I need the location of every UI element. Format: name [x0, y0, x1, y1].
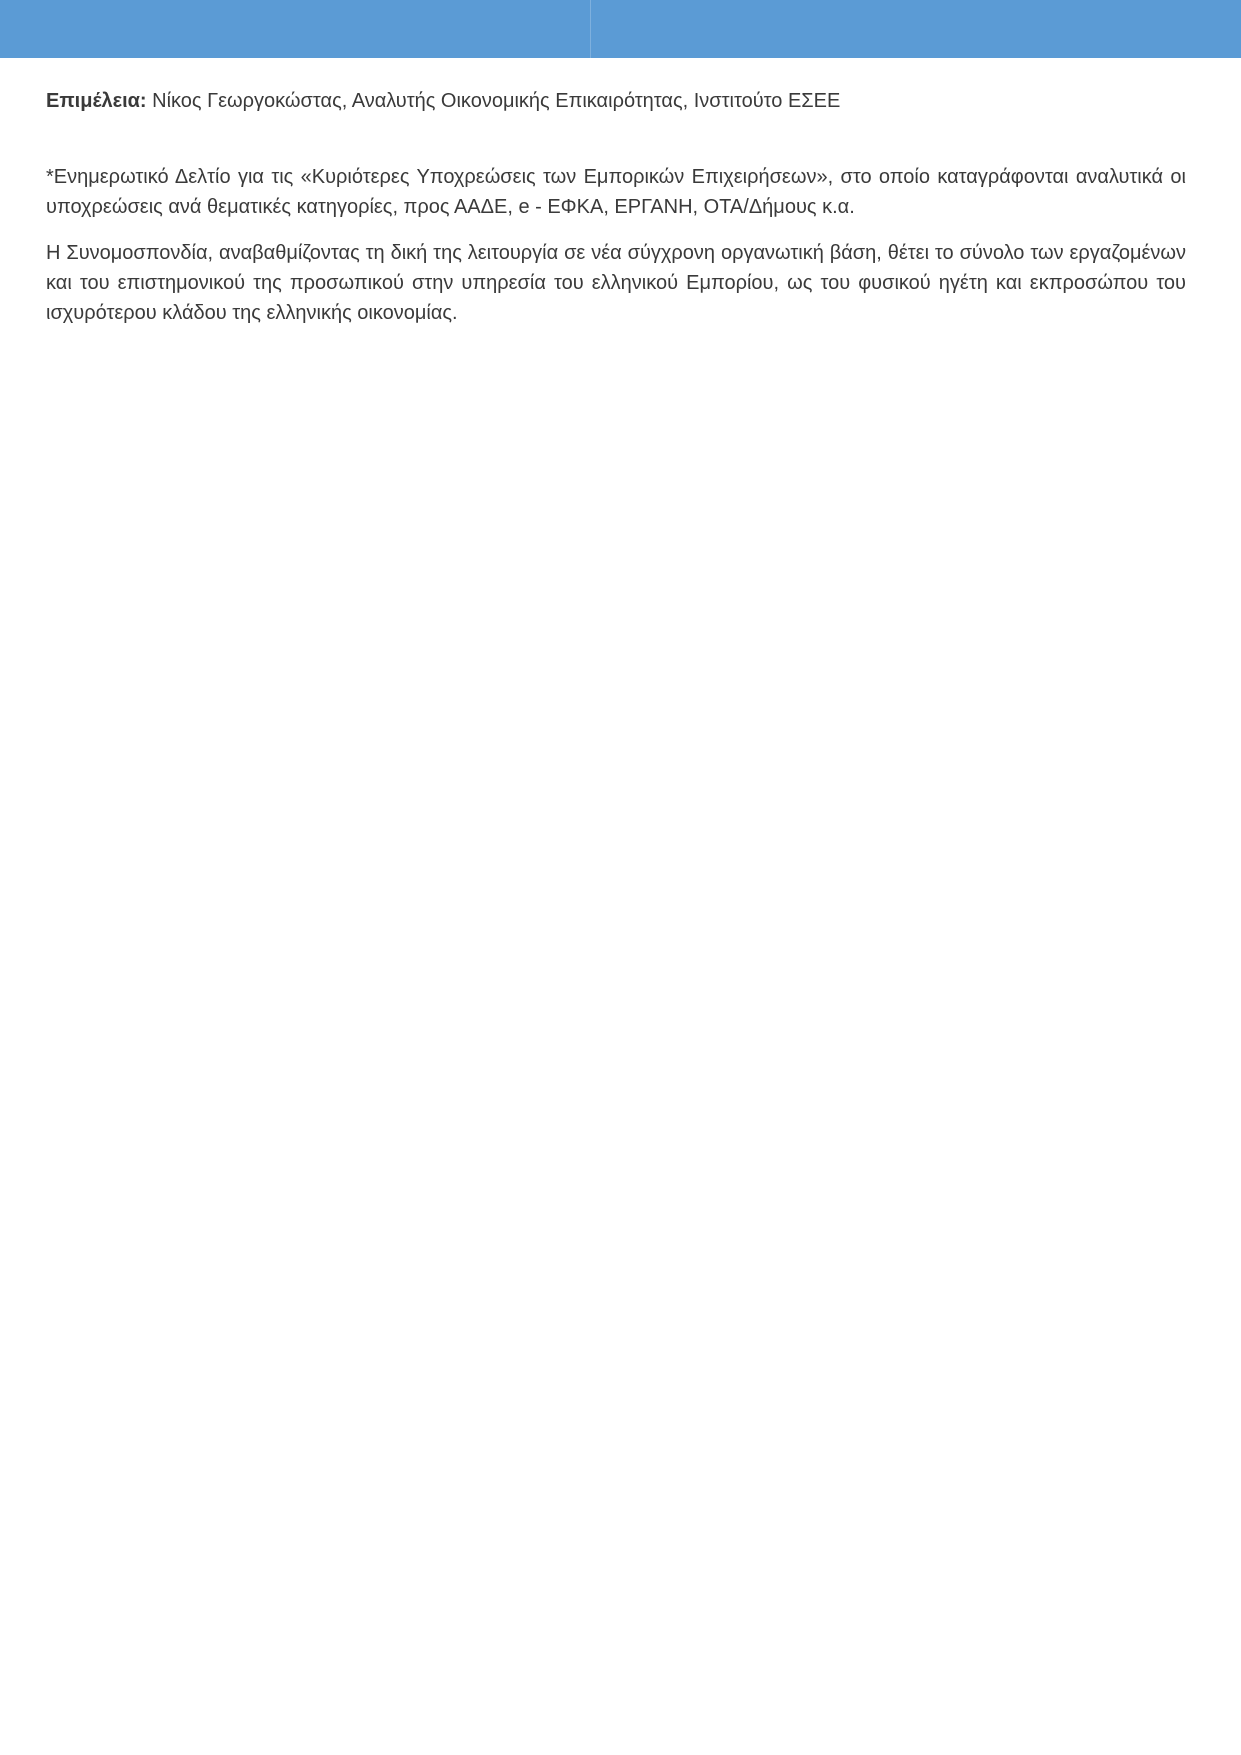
editor-label: Επιμέλεια: [46, 90, 147, 112]
bulletin-note-paragraph: *Ενημερωτικό Δελτίο για τις «Κυριότερες Υποχρεώσεις των Εμπορικών Επιχειρήσεων», στο οποίο καταγράφονται αναλυτικά οι υποχρεώσεις ανά θεματικές κατηγορίες, προς ΑΑΔΕ, e - ΕΦΚΑ, ΕΡΓΑΝΗ, ΟΤΑ/Δήμους κ.α. [46, 166, 1186, 218]
confederation-paragraph: Η Συνομοσπονδία, αναβαθμίζοντας τη δική της λειτουργία σε νέα σύγχρονη οργανωτική βάση, θέτει το σύνολο των εργαζομένων και του επιστημονικού της προσωπικού στην υπηρεσία του ελληνικού Εμπορίου, ως του φυσικού ηγέτη και εκπροσώπου του ισχυρότερου κλάδου της ελληνικής οικονομίας. [46, 242, 1186, 324]
editor-credit [46, 86, 1186, 116]
document-content [46, 86, 1186, 328]
header-band [0, 0, 1241, 58]
header-band-divider [590, 0, 591, 58]
editor-text: Νίκος Γεωργοκώστας, Αναλυτής Οικονομικής Επικαιρότητας, Ινστιτούτο ΕΣΕΕ [146, 90, 841, 112]
